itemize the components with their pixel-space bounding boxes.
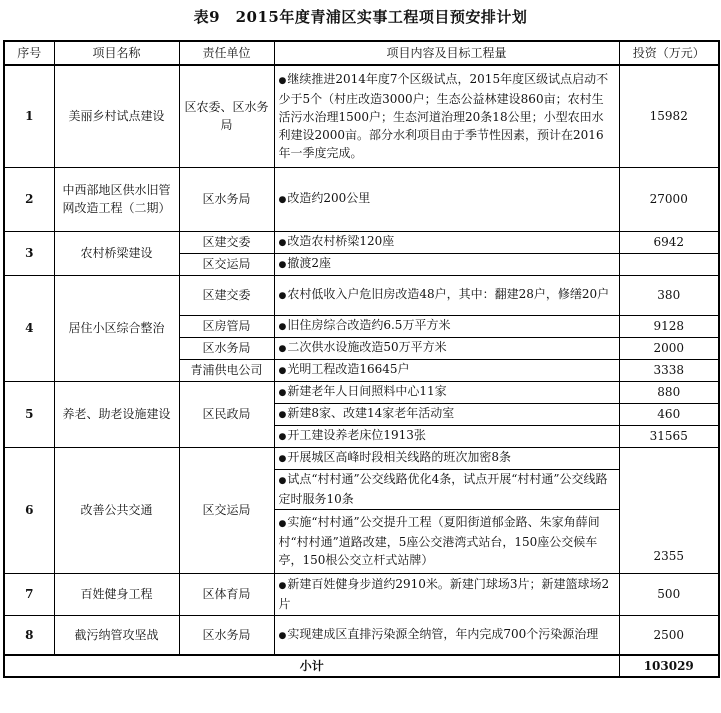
row-unit: 区水务局 [179,615,274,655]
row-project-name: 中西部地区供水旧管网改造工程（二期） [54,167,179,231]
row-seq: 4 [4,275,54,381]
row-content: ●新建8家、改建14家老年活动室 [274,403,619,425]
table-row [4,381,719,403]
row-seq: 2 [4,167,54,231]
row-seq: 6 [4,447,54,573]
row-unit: 青浦供电公司 [179,359,274,381]
row-content: ●继续推进2014年度7个区级试点，2015年度区级试点启动不少于5个（村庄改造3000户；生态公益林建设860亩；农村生活污水治理1500户；生态河道治理20条18公里；小型农田水利建设2000亩。部分水利项目由于季节性因素，预计在2016年一季度完成。 [274,65,619,167]
row-seq: 3 [4,231,54,275]
row-invest: 6942 [619,231,719,253]
row-invest: 2000 [619,337,719,359]
bullet-icon: ● [278,519,287,529]
row-project-name: 百姓健身工程 [54,573,179,615]
row-invest: 27000 [619,167,719,231]
row-content: ●新建百姓健身步道约2910米。新建门球场3片；新建篮球场2片 [274,573,619,615]
bullet-icon: ● [278,344,287,354]
row-seq: 1 [4,65,54,167]
table-row [4,447,719,469]
row-invest: 2355 [619,447,719,573]
table-row [4,275,719,315]
row-content: ●旧住房综合改造约6.5万平方米 [274,315,619,337]
row-content: ●开展城区高峰时段相关线路的班次加密8条 [274,447,619,469]
bullet-icon: ● [278,410,287,420]
header-invest: 投资（万元） [619,41,719,65]
table-row [4,615,719,655]
row-content: ●撤渡2座 [274,253,619,275]
bullet-icon: ● [278,476,287,486]
row-invest: 500 [619,573,719,615]
row-unit: 区体育局 [179,573,274,615]
row-invest: 2500 [619,615,719,655]
row-seq: 5 [4,381,54,447]
header-seq: 序号 [4,41,54,65]
row-project-name: 截污纳管攻坚战 [54,615,179,655]
row-project-name: 农村桥梁建设 [54,231,179,275]
table-row [4,573,719,615]
plan-table [3,40,720,678]
bullet-icon: ● [278,388,287,398]
row-unit: 区建交委 [179,275,274,315]
row-invest: 9128 [619,315,719,337]
row-unit: 区水务局 [179,337,274,359]
bullet-icon: ● [278,432,287,442]
row-content: ●改造约200公里 [274,167,619,231]
bullet-icon: ● [278,238,287,248]
row-content: ●农村低收入户危旧房改造48户，其中：翻建28户，修缮20户 [274,275,619,315]
row-unit: 区房管局 [179,315,274,337]
bullet-icon: ● [278,630,287,641]
row-content: ●光明工程改造16645户 [274,359,619,381]
row-content: ●实施“村村通”公交提升工程（夏阳街道郁金路、朱家角薛间村“村村通”道路改建，5座公交港湾式站台，150座公交候车亭，150根公交立杆式站牌） [274,509,619,573]
row-content: ●开工建设养老床位1913张 [274,425,619,447]
row-unit: 区民政局 [179,381,274,447]
row-invest: 380 [619,275,719,315]
row-content: ●二次供水设施改造50万平方米 [274,337,619,359]
header-unit: 责任单位 [179,41,274,65]
row-unit: 区水务局 [179,167,274,231]
row-project-name: 居住小区综合整治 [54,275,179,381]
bullet-icon: ● [278,76,287,87]
bullet-icon: ● [278,291,287,301]
row-invest: 460 [619,403,719,425]
bullet-icon: ● [278,260,287,270]
row-project-name: 美丽乡村试点建设 [54,65,179,167]
row-unit: 区建交委 [179,231,274,253]
total-row [4,655,719,677]
page-title: 表9 2015年度青浦区实事工程项目预安排计划 [193,8,528,26]
row-content: ●改造农村桥梁120座 [274,231,619,253]
row-seq: 8 [4,615,54,655]
table-row [4,231,719,253]
header-row [4,41,719,65]
header-content: 项目内容及目标工程量 [274,41,619,65]
total-label: 小计 [4,655,619,677]
row-invest [619,253,719,275]
row-project-name: 养老、助老设施建设 [54,381,179,447]
row-content: ●试点“村村通”公交线路优化4条，试点开展“村村通”公交线路定时服务10条 [274,469,619,509]
row-seq: 7 [4,573,54,615]
table-row [4,65,719,167]
bullet-icon: ● [278,322,287,332]
bullet-icon: ● [278,366,287,376]
row-project-name: 改善公共交通 [54,447,179,573]
row-unit: 区农委、区水务局 [179,65,274,167]
total-value: 103029 [619,655,719,677]
row-invest: 15982 [619,65,719,167]
row-content: ●新建老年人日间照料中心11家 [274,381,619,403]
row-unit: 区交运局 [179,447,274,573]
row-unit: 区交运局 [179,253,274,275]
row-invest: 880 [619,381,719,403]
table-row [4,167,719,231]
row-invest: 3338 [619,359,719,381]
row-invest: 31565 [619,425,719,447]
row-content: ●实现建成区直排污染源全纳管，年内完成700个污染源治理 [274,615,619,655]
bullet-icon: ● [278,195,287,205]
bullet-icon: ● [278,454,287,464]
header-name: 项目名称 [54,41,179,65]
bullet-icon: ● [278,581,287,591]
